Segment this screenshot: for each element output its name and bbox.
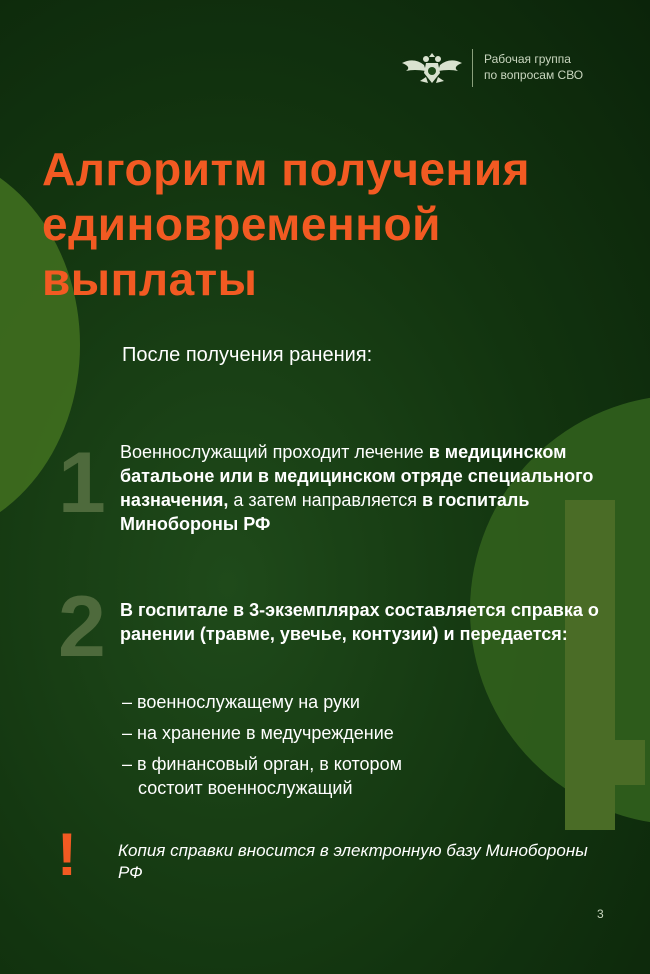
list-item-line1: – в финансовый орган, в котором (122, 754, 402, 774)
organization-name (484, 51, 583, 83)
page-title-line3: выплаты (42, 253, 258, 305)
step-2-text: В госпитале в 3-экземплярах составляется справка о ранении (травме, увечье, контузии) и передается: (120, 600, 599, 644)
step-number-2: 2 (58, 579, 106, 675)
note-text: Копия справки вносится в электронную базу Минобороны РФ (118, 841, 588, 882)
header (400, 45, 630, 93)
list-item (122, 752, 542, 800)
organization-name-line2: по вопросам СВО (484, 68, 584, 82)
step-1-text (120, 440, 640, 536)
page-title-line1: Алгоритм получения (42, 143, 530, 195)
step-1-text-part3: а затем направляется (228, 490, 423, 510)
double-headed-eagle-icon (400, 47, 464, 87)
background-glyph (555, 500, 615, 830)
step-1-text-part1: Военнослужащий проходит лечение (120, 442, 429, 462)
page-number: 3 (597, 907, 604, 921)
header-divider (472, 49, 473, 87)
step-number-1: 1 (58, 435, 106, 531)
page-title-line2: единовременной (42, 198, 441, 250)
list-item-line2: состоит военнослужащий (138, 778, 353, 798)
list-item: – военнослужащему на руки (122, 692, 360, 712)
step-1-text-part4: в госпиталь Минобороны РФ (120, 490, 530, 534)
page-title (42, 142, 622, 307)
section-subtitle: После получения ранения: (122, 344, 373, 366)
organization-name-line1: Рабочая группа (484, 52, 571, 66)
distribution-list (122, 690, 542, 807)
step-1-text-part2: в медицинском батальоне или в медицинском отряде специального назначения, (120, 442, 594, 510)
exclamation-icon: ! (57, 821, 77, 888)
list-item: – на хранение в медучреждение (122, 723, 394, 743)
